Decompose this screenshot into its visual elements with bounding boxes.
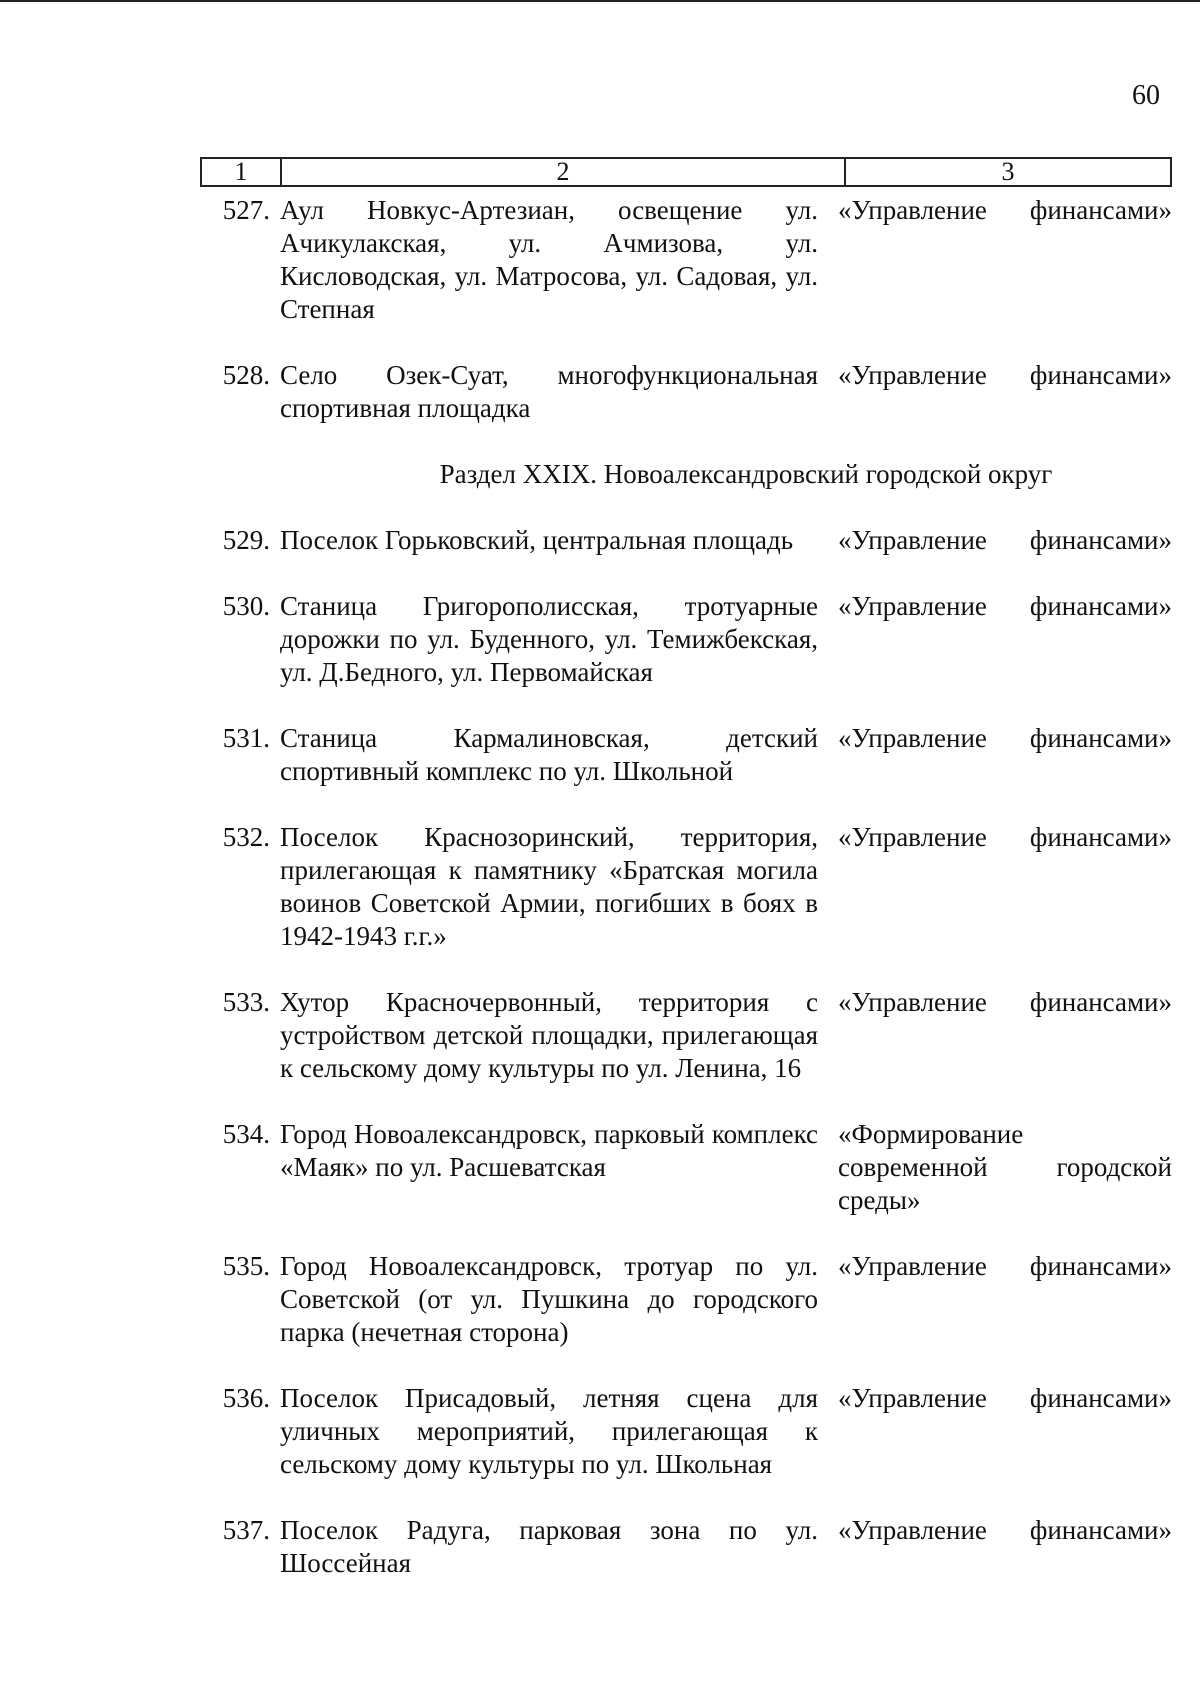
row-description: Хутор Красночервонный, территория с устройством детской площадки, прилегающая к сельскому дому культуры по ул. Ленина, 16: [280, 987, 818, 1083]
header-col-1: 1: [202, 159, 282, 185]
row-description: Станица Григорополисская, тротуарные дорожки по ул. Буденного, ул. Темижбекская, ул. Д.Бедного, ул. Первомайская: [280, 591, 818, 687]
table-row: [200, 524, 1172, 557]
page-number: 60: [1132, 80, 1160, 111]
row-description: Город Новоалександровск, парковый комплекс «Маяк» по ул. Расшеватская: [280, 1119, 818, 1182]
row-program: «Управление финансами»: [838, 1251, 1172, 1281]
row-program: «Управление финансами»: [838, 987, 1172, 1017]
table-row: [200, 590, 1172, 689]
row-description: Станица Кармалиновская, детский спортивный комплекс по ул. Школьной: [280, 723, 818, 786]
row-description: Село Озек-Суат, многофункциональная спортивная площадка: [280, 360, 818, 423]
top-rule: [0, 0, 1200, 2]
table-row: [200, 1514, 1172, 1580]
table-row: [200, 359, 1172, 425]
row-program: «Управление финансами»: [838, 822, 1172, 852]
table-header-row: [200, 157, 1172, 187]
table-row: [200, 821, 1172, 953]
row-program: «Управление финансами»: [838, 525, 1172, 555]
row-program: «Управление финансами»: [838, 360, 1172, 390]
row-program: «Управление финансами»: [838, 1383, 1172, 1413]
row-description: Город Новоалександровск, тротуар по ул. Советской (от ул. Пушкина до городского парка (нечетная сторона): [280, 1251, 818, 1347]
table-body: [200, 194, 1172, 1613]
row-number: 529.: [222, 525, 270, 555]
table-row: [200, 1382, 1172, 1481]
table-row: [200, 722, 1172, 788]
row-program: «Управление финансами»: [838, 1515, 1172, 1545]
row-number: 527.: [222, 195, 270, 225]
row-number: 530.: [222, 591, 270, 621]
row-description: Аул Новкус-Артезиан, освещение ул. Ачикулакская, ул. Ачмизова, ул. Кисловодская, ул. Матросова, ул. Садовая, ул. Степная: [280, 195, 818, 324]
row-description: Поселок Краснозоринский, территория, прилегающая к памятнику «Братская могила воинов Советской Армии, погибших в боях в 1942-1943 г.г.»: [280, 822, 818, 951]
row-number: 537.: [222, 1515, 270, 1545]
row-number: 535.: [222, 1251, 270, 1281]
row-description: Поселок Присадовый, летняя сцена для уличных мероприятий, прилегающая к сельскому дому культуры по ул. Школьная: [280, 1383, 818, 1479]
row-number: 533.: [222, 987, 270, 1017]
row-number: 531.: [222, 723, 270, 753]
section-title: Раздел XXIX. Новоалександровский городской округ: [439, 459, 1053, 489]
row-number: 534.: [222, 1119, 270, 1149]
row-number: 528.: [222, 360, 270, 390]
table-row: [200, 1250, 1172, 1349]
row-number: 536.: [222, 1383, 270, 1413]
table-row: [200, 1118, 1172, 1217]
header-col-3: 3: [1001, 157, 1015, 186]
table-row: [200, 986, 1172, 1085]
row-program: «Управление финансами»: [838, 723, 1172, 753]
row-program: «Управление финансами»: [838, 195, 1172, 225]
row-description: Поселок Радуга, парковая зона по ул. Шоссейная: [280, 1515, 818, 1578]
table-row: [200, 194, 1172, 326]
row-program: «Управление финансами»: [838, 591, 1172, 621]
row-program: «Формирование современной городской среды»: [838, 1119, 1172, 1215]
header-col-2: 2: [282, 159, 846, 185]
row-description: Поселок Горьковский, центральная площадь: [280, 525, 794, 555]
row-number: 532.: [222, 822, 270, 852]
